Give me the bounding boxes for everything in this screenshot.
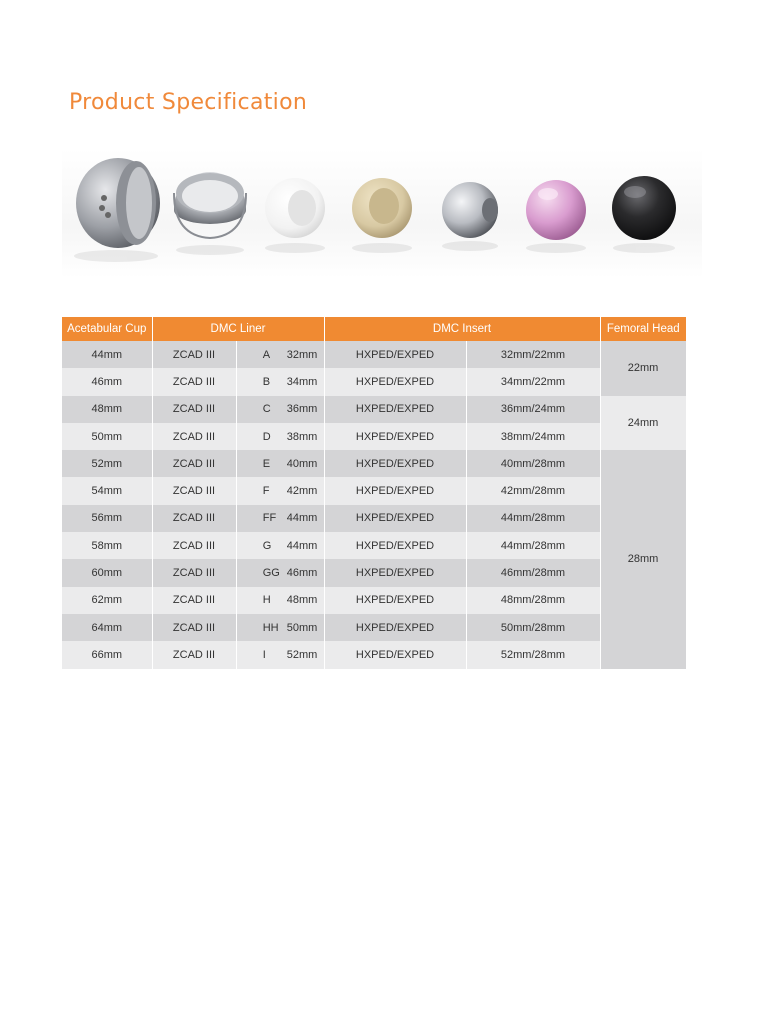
- insert-dimensions: 44mm/28mm: [466, 505, 600, 532]
- liner-size: 32mm: [286, 348, 318, 361]
- table-row: [62, 341, 686, 368]
- cup-size: 50mm: [62, 423, 152, 450]
- tan-insert-image: [352, 178, 412, 238]
- liner-model: ZCAD III: [152, 450, 236, 477]
- liner-model: ZCAD III: [152, 614, 236, 641]
- insert-dimensions: 48mm/28mm: [466, 587, 600, 614]
- cup-size: 56mm: [62, 505, 152, 532]
- specification-table: [62, 317, 687, 669]
- insert-dimensions: 38mm/24mm: [466, 423, 600, 450]
- insert-material: HXPED/EXPED: [324, 423, 466, 450]
- liner-code: B: [262, 375, 271, 388]
- liner-model: ZCAD III: [152, 532, 236, 559]
- table-row: [62, 450, 686, 477]
- liner-code: I: [262, 648, 266, 661]
- header-dmc-insert: DMC Insert: [324, 317, 600, 341]
- liner-code: GG: [262, 567, 280, 580]
- header-dmc-liner: DMC Liner: [152, 317, 324, 341]
- pink-head-image: [526, 180, 586, 240]
- liner-size: 34mm: [286, 375, 318, 388]
- insert-material: HXPED/EXPED: [324, 559, 466, 586]
- cup-size: 66mm: [62, 641, 152, 668]
- insert-dimensions: 50mm/28mm: [466, 614, 600, 641]
- liner-model: ZCAD III: [152, 341, 236, 368]
- liner-code: FF: [262, 512, 277, 525]
- liner-code: G: [262, 539, 272, 552]
- insert-dimensions: 44mm/28mm: [466, 532, 600, 559]
- cup-size: 54mm: [62, 477, 152, 504]
- table-row: [62, 559, 686, 586]
- cup-size: 48mm: [62, 396, 152, 423]
- insert-dimensions: 46mm/28mm: [466, 559, 600, 586]
- liner-size: 52mm: [286, 648, 318, 661]
- header-acetabular-cup: Acetabular Cup: [62, 317, 152, 341]
- insert-material: HXPED/EXPED: [324, 614, 466, 641]
- cup-size: 58mm: [62, 532, 152, 559]
- liner-code: D: [262, 430, 271, 443]
- product-photos: [62, 148, 702, 278]
- femoral-head-size: 24mm: [600, 396, 686, 451]
- liner-model: ZCAD III: [152, 559, 236, 586]
- liner-code: E: [262, 457, 271, 470]
- black-head-image: [612, 176, 676, 240]
- insert-material: HXPED/EXPED: [324, 587, 466, 614]
- liner-size: 50mm: [286, 621, 318, 634]
- table-row: [62, 423, 686, 450]
- liner-code: HH: [262, 621, 279, 634]
- table-row: [62, 641, 686, 668]
- femoral-head-size: 28mm: [600, 450, 686, 668]
- insert-material: HXPED/EXPED: [324, 450, 466, 477]
- dmc-liner-image: [174, 172, 246, 238]
- liner-code: F: [262, 485, 270, 498]
- table-row: [62, 505, 686, 532]
- cup-size: 46mm: [62, 368, 152, 395]
- liner-model: ZCAD III: [152, 505, 236, 532]
- table-row: [62, 532, 686, 559]
- liner-model: ZCAD III: [152, 477, 236, 504]
- header-femoral-head: Femoral Head: [600, 317, 686, 341]
- white-insert-image: [265, 178, 325, 238]
- insert-dimensions: 52mm/28mm: [466, 641, 600, 668]
- liner-size: 38mm: [286, 430, 318, 443]
- insert-material: HXPED/EXPED: [324, 532, 466, 559]
- table-row: [62, 368, 686, 395]
- liner-size: 44mm: [286, 539, 318, 552]
- liner-model: ZCAD III: [152, 368, 236, 395]
- liner-code: A: [262, 348, 271, 361]
- insert-material: HXPED/EXPED: [324, 341, 466, 368]
- liner-size: 42mm: [286, 485, 318, 498]
- liner-code: C: [262, 403, 271, 416]
- table-header-row: [62, 317, 686, 341]
- liner-size: 40mm: [286, 457, 318, 470]
- product-images: [62, 148, 702, 278]
- insert-material: HXPED/EXPED: [324, 641, 466, 668]
- cup-size: 60mm: [62, 559, 152, 586]
- insert-material: HXPED/EXPED: [324, 505, 466, 532]
- liner-model: ZCAD III: [152, 641, 236, 668]
- insert-material: HXPED/EXPED: [324, 396, 466, 423]
- metal-head-image: [442, 182, 498, 238]
- insert-material: HXPED/EXPED: [324, 368, 466, 395]
- femoral-head-size: 22mm: [600, 341, 686, 396]
- page-title: Product Specification: [69, 90, 308, 115]
- insert-dimensions: 36mm/24mm: [466, 396, 600, 423]
- cup-size: 62mm: [62, 587, 152, 614]
- table-row: [62, 587, 686, 614]
- liner-model: ZCAD III: [152, 587, 236, 614]
- insert-material: HXPED/EXPED: [324, 477, 466, 504]
- acetabular-cup-image: [76, 158, 160, 248]
- table-row: [62, 614, 686, 641]
- liner-code: H: [262, 594, 271, 607]
- insert-dimensions: 32mm/22mm: [466, 341, 600, 368]
- liner-model: ZCAD III: [152, 423, 236, 450]
- table-row: [62, 396, 686, 423]
- cup-size: 52mm: [62, 450, 152, 477]
- table-row: [62, 477, 686, 504]
- liner-size: 44mm: [286, 512, 318, 525]
- liner-size: 46mm: [286, 567, 318, 580]
- cup-size: 64mm: [62, 614, 152, 641]
- liner-size: 36mm: [286, 403, 318, 416]
- liner-model: ZCAD III: [152, 396, 236, 423]
- insert-dimensions: 42mm/28mm: [466, 477, 600, 504]
- cup-size: 44mm: [62, 341, 152, 368]
- insert-dimensions: 34mm/22mm: [466, 368, 600, 395]
- insert-dimensions: 40mm/28mm: [466, 450, 600, 477]
- liner-size: 48mm: [286, 594, 318, 607]
